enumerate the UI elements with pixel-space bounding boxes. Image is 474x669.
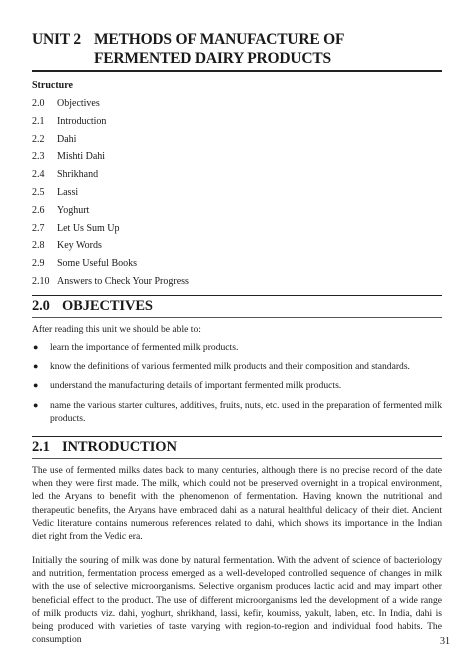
structure-heading: Structure bbox=[32, 80, 73, 91]
introduction-heading: 2.1 INTRODUCTION bbox=[32, 439, 177, 455]
toc-item: 2.7 Let Us Sum Up bbox=[32, 222, 120, 234]
introduction-paragraph-1: The use of fermented milks dates back to many centuries, although there is no precise record of the date when they were first made. The milk, which could not be preserved overnight in a tropical environment, led the Aryans to benefit with the phenomenon of fermentation. Having known the nutritional and therapeutic benefits, the Aryans have embraced dahi as a natural healthful delicacy of their diet. Ancient Vedic literature contains numerous references related to dahi, which shows its importance in the Indian diet right from the Vedic era. bbox=[32, 465, 442, 543]
toc-item: 2.4 Shrikhand bbox=[32, 169, 99, 181]
toc-item: 2.10 Answers to Check Your Progress bbox=[32, 275, 189, 287]
objectives-heading: 2.0 OBJECTIVES bbox=[32, 298, 153, 314]
objective-item: ● learn the importance of fermented milk products. bbox=[33, 342, 239, 353]
objective-item: ● understand the manufacturing details of important fermented milk products. bbox=[33, 380, 342, 392]
section-rule-bottom bbox=[32, 317, 442, 318]
unit-title-line1: METHODS OF MANUFACTURE OF bbox=[94, 31, 345, 48]
toc-item: 2.8 Key Words bbox=[32, 240, 102, 252]
page-number: 31 bbox=[440, 636, 450, 647]
section-rule-top bbox=[32, 295, 442, 296]
unit-title-rule bbox=[32, 70, 442, 72]
bullet-icon: ● bbox=[33, 399, 39, 410]
unit-title-line2: FERMENTED DAIRY PRODUCTS bbox=[94, 50, 331, 67]
structure-list bbox=[32, 95, 432, 291]
toc-item: 2.5 Lassi bbox=[32, 186, 79, 198]
bullet-icon: ● bbox=[33, 361, 39, 372]
toc-item: 2.6 Yoghurt bbox=[32, 204, 90, 216]
objective-item: ● name the various starter cultures, additives, fruits, nuts, etc. used in the preparation of fermented milk products. bbox=[33, 399, 442, 424]
bullet-icon: ● bbox=[33, 380, 39, 391]
bullet-icon: ● bbox=[33, 342, 39, 352]
introduction-paragraph-2: Initially the souring of milk was done by natural fermentation. With the advent of science of bacteriology and nutrition, fermentation process emerged as a well-developed controlled sequence of changes in milk with the use of selective microorganisms. Selective organism produces lactic acid and may impart other beneficial effect to the product. The use of different microorganisms led the development of a wide range of milk products viz. dahi, yoghurt, shrikhand, lassi, kefir, koumiss, yakult, laben, etc. In India, dahi is being produced with varieties of taste varying with region-to-region and individual food habits. The consumption bbox=[32, 555, 442, 646]
section-rule-top bbox=[32, 436, 442, 437]
toc-item: 2.0 Objectives bbox=[32, 98, 100, 109]
toc-item: 2.3 Mishti Dahi bbox=[32, 151, 106, 163]
toc-item: 2.2 Dahi bbox=[32, 133, 77, 145]
objectives-list bbox=[32, 341, 442, 425]
objective-item: ● know the definitions of various fermented milk products and their composition and standards. bbox=[33, 361, 410, 373]
objectives-intro: After reading this unit we should be able to: bbox=[32, 324, 201, 335]
unit-header bbox=[32, 30, 442, 68]
toc-item: 2.1 Introduction bbox=[32, 115, 107, 127]
section-rule-bottom bbox=[32, 458, 442, 459]
toc-item: 2.9 Some Useful Books bbox=[32, 258, 137, 270]
unit-number: UNIT 2 bbox=[32, 31, 81, 48]
